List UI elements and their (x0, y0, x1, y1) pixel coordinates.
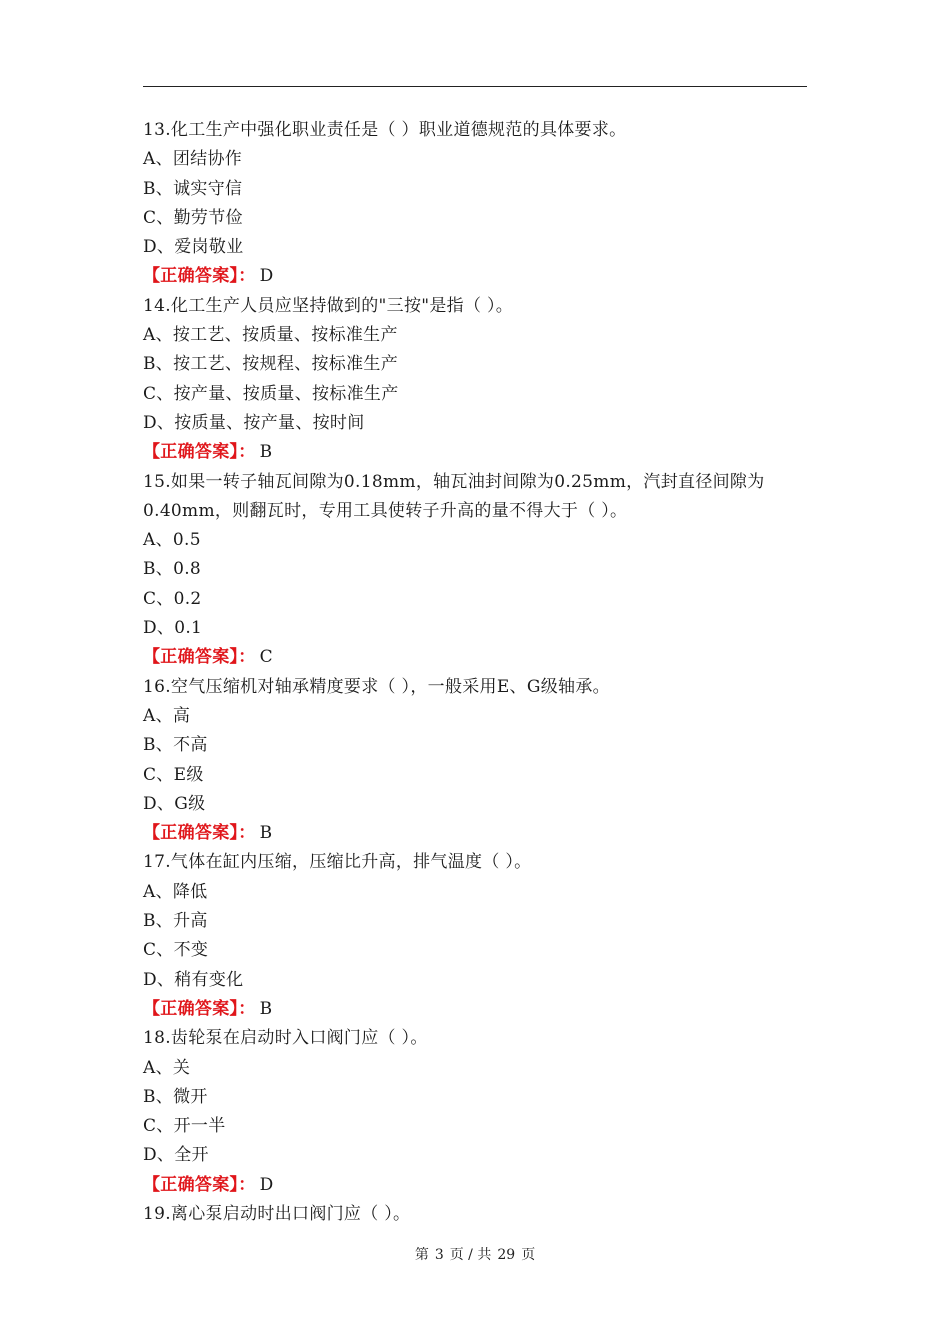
question-stem: 18.齿轮泵在启动时入口阀门应（ ）。 (143, 1028, 428, 1049)
option-b: B、不高 (143, 735, 208, 756)
answer-value: B (259, 998, 273, 1019)
answer-line (143, 819, 807, 848)
option-d: D、按质量、按产量、按时间 (143, 412, 365, 433)
question-stem: 13.化工生产中强化职业责任是（ ）职业道德规范的具体要求。 (143, 120, 627, 140)
answer-value: B (259, 823, 273, 844)
footer-current-page: 3 (434, 1247, 444, 1263)
option-c: C、按产量、按质量、按标准生产 (143, 383, 399, 404)
option-d: D、G级 (143, 793, 206, 814)
answer-value: D (259, 266, 274, 287)
option-c: C、开一半 (143, 1116, 226, 1137)
answer-label: 【正确答案】： (143, 823, 256, 844)
question-stem-continued: 0.40mm，则翻瓦时，专用工具使转子升高的量不得大于（ ）。 (143, 500, 628, 521)
answer-label: 【正确答案】： (143, 266, 256, 287)
question-stem: 17.气体在缸内压缩，压缩比升高，排气温度（ ）。 (143, 852, 532, 873)
question-stem: 15.如果一转子轴瓦间隙为0.18mm，轴瓦油封间隙为0.25mm，汽封直径间隙为 (143, 471, 765, 492)
question-stem: 19.离心泵启动时出口阀门应（ ）。 (143, 1203, 411, 1224)
option-c: C、E级 (143, 764, 204, 785)
option-b: B、升高 (143, 911, 208, 932)
option-d: D、0.1 (143, 618, 203, 639)
option-d: D、爱岗敬业 (143, 237, 244, 258)
option-b: B、诚实守信 (143, 178, 243, 199)
answer-label: 【正确答案】： (143, 1174, 256, 1195)
answer-value: B (259, 442, 273, 463)
header-rule (143, 86, 807, 87)
option-a: A、关 (143, 1057, 191, 1078)
answer-line (143, 438, 807, 467)
question-stem: 14.化工生产人员应坚持做到的"三按"是指（ ）。 (143, 295, 514, 316)
option-a: A、0.5 (143, 530, 201, 551)
option-b: B、微开 (143, 1086, 208, 1107)
answer-value: C (259, 647, 273, 668)
option-d: D、稍有变化 (143, 969, 244, 990)
page-footer (0, 1244, 950, 1264)
footer-total-pages: 29 (497, 1247, 516, 1263)
question-stem: 16.空气压缩机对轴承精度要求（ ），一般采用E、G级轴承。 (143, 676, 610, 697)
option-b: B、按工艺、按规程、按标准生产 (143, 354, 398, 375)
answer-label: 【正确答案】： (143, 442, 256, 463)
answer-line (143, 995, 807, 1024)
option-c: C、不变 (143, 940, 209, 961)
option-a: A、高 (143, 705, 191, 726)
option-b: B、0.8 (143, 559, 202, 580)
question-list (143, 116, 807, 1229)
answer-label: 【正确答案】： (143, 647, 256, 668)
answer-label: 【正确答案】： (143, 998, 256, 1019)
answer-value: D (259, 1174, 274, 1195)
option-c: C、0.2 (143, 588, 202, 609)
answer-line (143, 643, 807, 672)
answer-line (143, 262, 807, 291)
footer-prefix: 第 (414, 1247, 429, 1263)
option-a: A、按工艺、按质量、按标准生产 (143, 325, 398, 346)
option-a: A、团结协作 (143, 149, 243, 170)
footer-suffix: 页 (521, 1247, 536, 1263)
option-d: D、全开 (143, 1145, 209, 1166)
footer-mid: 页 / 共 (449, 1247, 492, 1263)
option-c: C、勤劳节俭 (143, 207, 243, 228)
option-a: A、降低 (143, 881, 208, 902)
answer-line (143, 1171, 807, 1200)
